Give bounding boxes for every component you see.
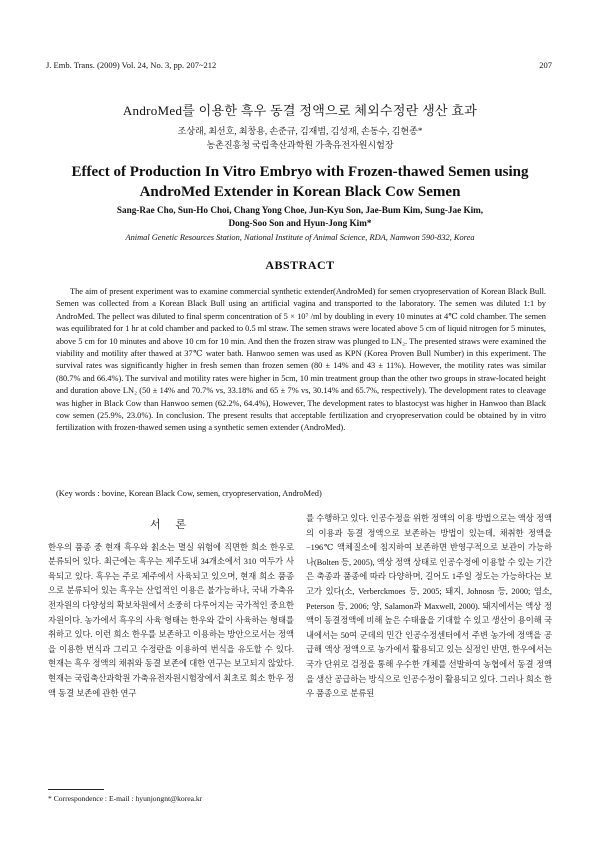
- abstract-body: [56, 286, 546, 435]
- body-text-left: 한우의 품종 중 현재 흑우와 칡소는 멸실 위험에 직면한 희소 한우로 분류되어 있다. 최근에는 흑우는 제주도내 34개소에서 310 여두가 사육되고 있다. 흑우는 주로 제주에서 사육되고 있으며, 현재 희소 품종으로 분류되어 있는 흑우는 산업적인 이용은 불가능하나, 국내 가축유전자원의 다양성의 확보차원에서 소중히 다루어지는 국가적인 중요한 자원이다. 농가에서 흑우의 사육 형태는 한우와 같이 사육하는 형태를 취하고 있다. 이런 희소 한우를 보존하고 이용하는 방안으로서는 정액을 이용한 번식과 그리고 수정란을 이용하여 번식을 유도할 수 있다. 현재는 흑우 정액의 채취와 동결 보존에 대한 연구는 보고되지 않았다. 현재는 국립축산과학원 가축유전자원시험장에서 최초로 희소 한우 정액 동결 보존에 관한 연구: [48, 542, 294, 698]
- korean-author-block: [0, 124, 600, 152]
- correspondence-footnote: * Correspondence : E-mail : hyunjongnt@korea.kr: [48, 794, 203, 803]
- abstract-text: The aim of present experiment was to examine commercial synthetic extender(AndroMed) for semen cryopreservation of Korean Black Bull. Semen was collected from a Korean Black Bull using an artificial vagina and transported to the laboratory. The semen was diluted 1:1 by AndroMed. The pellect was diluted to final sperm concentration of 5 × 10⁷ /ml by doubling in every 10 minutes at 4℃ cold chamber. The semen was equilibrated for 1 hr at cold chamber and packed to 0.5 ml straw. The semen straws were located above 5 cm of liquid nitrogen for 5 minutes, above 5 cm for 10 minutes and above 10 cm for 10 min. And then the frozen straw was plunged to LN₂. The presented straws were examined the viability and motility after thawed at 37℃ water bath. Hanwoo semen was used as KPN (Korea Proven Bull Number) in this experiment. The survival rates was significantly higher in fresh semen than frozen semen (80 ± 14% and 43 ± 11%). However, the motility rates was similar (80.7% and 66.4%). The survival and motility rates were higher in 5cm, 10 min treatment group than the other two groups in straw-located height and duration above LN₂ (50 ± 14% and 70.7% vs, 33.18% and 65 ± 7% vs, 30.14% and 65.7%, respectively). The development rates to cleavage was higher in Black Cow than Hanwoo semen (62.2%, 64.4%), However, The development rates to blastocyst was higher in Hanwoo than Black cow semen (25.9%, 23.0%). In conclusion. The present results that acceptable fertilization and cryopreservation could be obtained by in vitro fertilization with frozen-thawed semen using a synthetic semen extender (AndroMed).: [56, 287, 546, 433]
- keywords: (Key words : bovine, Korean Black Cow, semen, cryopreservation, AndroMed): [56, 489, 322, 498]
- section-title: 서 론: [149, 519, 192, 531]
- korean-authors: 조상래, 최선호, 최창용, 손준규, 김재범, 김성재, 손동수, 김현종*: [177, 126, 423, 136]
- korean-title: AndroMed를 이용한 흑우 동결 정액으로 체외수정란 생산 효과: [122, 103, 478, 118]
- korean-affiliation: 농촌진흥청 국립축산과학원 가축유전자원시험장: [206, 140, 394, 150]
- authors-line-1: Sang-Rae Cho, Sun-Ho Choi, Chang Yong Choe, Jun-Kyu Son, Jae-Bum Kim, Sung-Jae Kim,: [116, 205, 484, 215]
- footnote-divider: [48, 789, 104, 790]
- author-block: [40, 204, 560, 230]
- journal-citation: J. Emb. Trans. (2009) Vol. 24, No. 3, pp. 207~212: [46, 60, 217, 70]
- paper-title: Effect of Production In Vitro Embryo with Frozen-thawed Semen using AndroMed Extender in Korean Black Cow Semen: [71, 164, 529, 200]
- body-column-right: [306, 512, 552, 702]
- body-column-left: [48, 512, 294, 701]
- abstract-heading: ABSTRACT: [265, 258, 335, 272]
- page-number: 207: [539, 60, 552, 70]
- authors-line-2: Dong-Soo Son and Hyun-Jong Kim*: [228, 218, 372, 228]
- body-text-right: 를 수행하고 있다. 인공수정을 위한 정액의 이용 방법으로는 액상 정액의 이용과 동결 정액으로 보존하는 방법이 있는데, 채취한 정액을 −196℃ 액체질소에 침지하여 보존하면 반영구적으로 보관이 가능하나(Bolten 등, 2005), 액상 정액 상태로 인공수정에 이용할 수 있는 기간은 축종과 품종에 따라 다양하며, 길어도 1주일 정도는 가능하다는 보고가 있다(소, Verberckmoes 등, 2005; 돼지, Johnosn 등, 2000; 염소, Peterson 등, 2006; 양, Salamon과 Maxwell, 2000). 돼지에서는 액상 정액이 동결정액에 비해 높은 수태율을 기대할 수 있고 생산이 용이해 국내에서는 50여 군데의 민간 인공수정센터에서 주변 농가에 정액을 공급해 액상 정액으로 농가에서 활용되고 있는 실정인 반면, 한우에서는 국가 단위로 검정을 통해 우수한 개체를 선발하여 농협에서 동결 정액을 생산 공급하는 방식으로 인공수정이 활용되고 있다. 그러나 희소 한우 품종으로 분류된: [306, 514, 552, 699]
- affiliation: Animal Genetic Resources Station, National Institute of Animal Science, RDA, Namwon 590-832, Korea: [125, 233, 475, 242]
